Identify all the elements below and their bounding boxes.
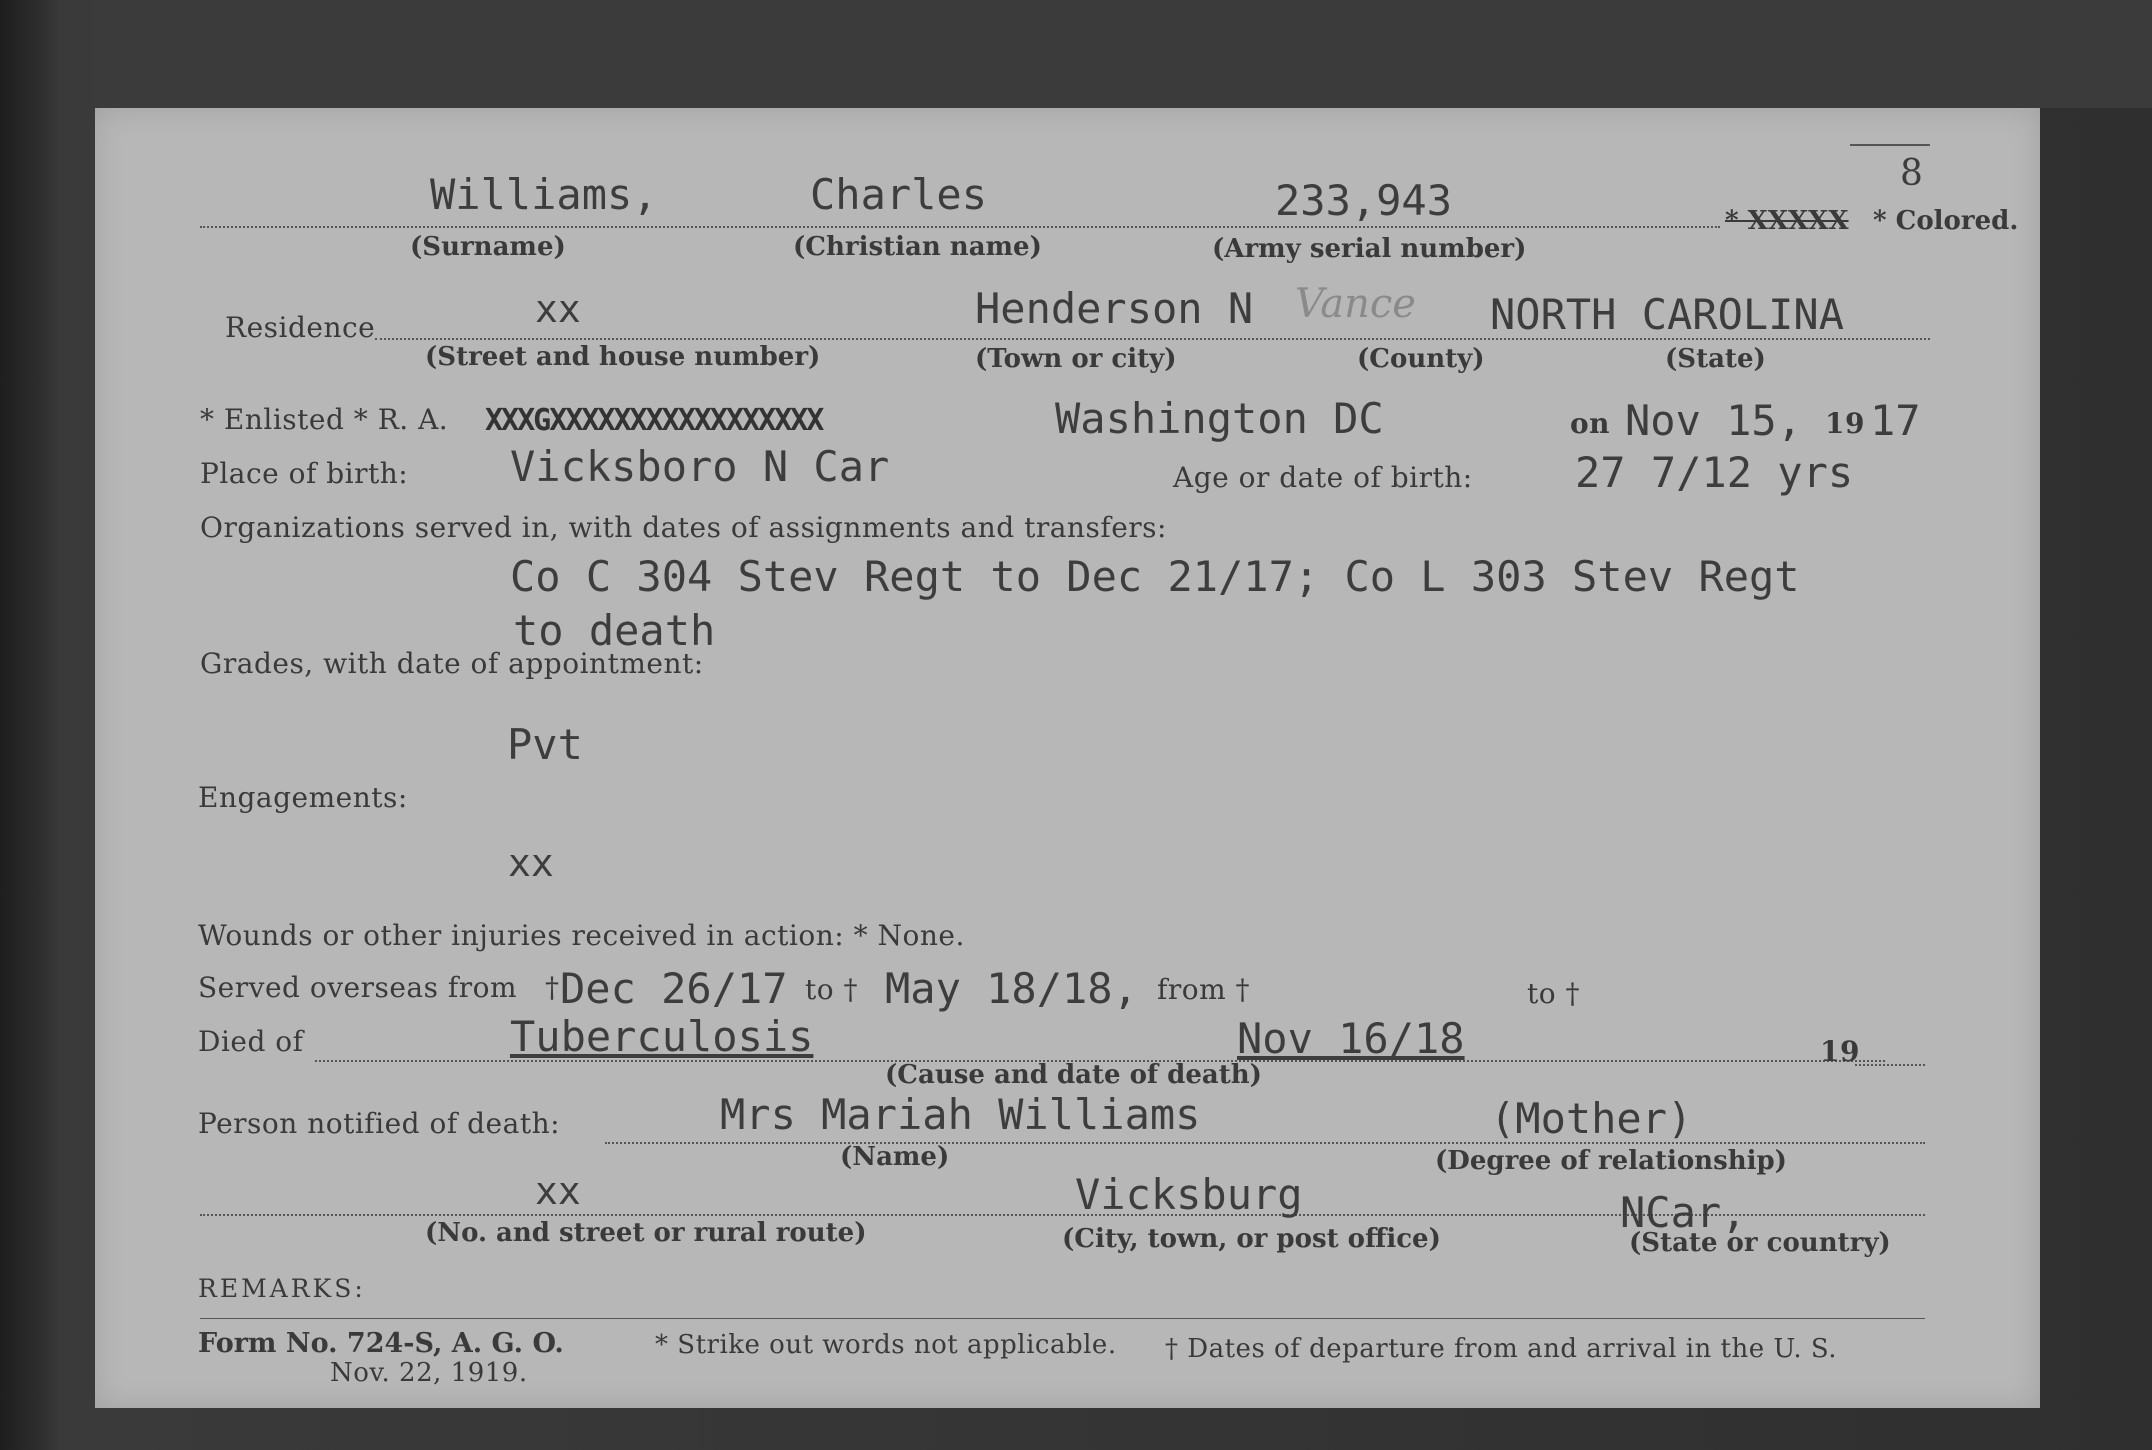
race-struck: * XXXXX: [1725, 206, 1849, 236]
name-line: [200, 226, 1720, 228]
grades-value: Pvt: [507, 720, 583, 769]
residence-state-value: NORTH CAROLINA: [1490, 290, 1845, 339]
enlisted-label: * Enlisted * R. A.: [200, 403, 449, 436]
organizations-label: Organizations served in, with dates of assignments and transfers:: [200, 511, 1167, 544]
address-street-caption: (No. and street or rural route): [425, 1218, 867, 1248]
card-number: 8: [1900, 153, 1923, 194]
christian-name-caption: (Christian name): [793, 232, 1042, 262]
birth-place-value: Vicksboro N Car: [510, 442, 890, 491]
address-city-caption: (City, town, or post office): [1062, 1224, 1441, 1254]
christian-name-value: Charles: [810, 170, 988, 219]
overseas-to-label-2: to †: [1527, 977, 1581, 1010]
scan-top-strip: [95, 0, 2152, 108]
card-number-rule: [1850, 144, 1930, 146]
footer-note-strike: * Strike out words not applicable.: [655, 1330, 1117, 1360]
age-label: Age or date of birth:: [1173, 461, 1473, 494]
overseas-to-label: to †: [805, 973, 859, 1006]
notified-name-caption: (Name): [840, 1142, 950, 1172]
notified-relationship-caption: (Degree of relationship): [1435, 1146, 1787, 1176]
overseas-to-value: May 18/18,: [885, 964, 1138, 1013]
footer-form-date: Nov. 22, 1919.: [330, 1358, 528, 1388]
race-colored: * Colored.: [1873, 206, 2019, 236]
address-state-caption: (State or country): [1629, 1228, 1891, 1258]
town-caption: (Town or city): [975, 344, 1177, 374]
residence-street-value: xx: [535, 287, 581, 331]
footer-note-dates: † Dates of departure from and arrival in the U. S.: [1165, 1334, 1838, 1364]
overseas-label: Served overseas from: [198, 971, 518, 1004]
surname-caption: (Surname): [410, 232, 566, 262]
state-caption: (State): [1665, 344, 1766, 374]
serial-number-value: 233,943: [1275, 176, 1453, 225]
notified-line: [605, 1142, 1925, 1144]
enlisted-struck-text: XXXGXXXXXXXXXXXXXXXXX: [485, 403, 823, 438]
overseas-from-value: Dec 26/17: [560, 964, 788, 1013]
enlisted-date-value: Nov 15,: [1625, 396, 1803, 445]
death-caption: (Cause and date of death): [885, 1060, 1262, 1090]
engagements-value: xx: [508, 841, 554, 885]
grades-label: Grades, with date of appointment:: [200, 647, 704, 680]
notified-label: Person notified of death:: [198, 1107, 561, 1140]
footer-form-number: Form No. 724-S, A. G. O.: [198, 1328, 564, 1359]
serial-caption: (Army serial number): [1212, 234, 1527, 264]
remarks-label: REMARKS:: [198, 1274, 366, 1303]
organizations-line-1: Co C 304 Stev Regt to Dec 21/17; Co L 303 Stev Regt: [510, 552, 1800, 601]
county-caption: (County): [1357, 344, 1485, 374]
residence-town-value: Henderson N: [975, 284, 1254, 333]
notified-state-value: NCar,: [1620, 1188, 1747, 1237]
notified-relationship-value: (Mother): [1490, 1094, 1693, 1143]
notified-street-value: xx: [535, 1169, 581, 1213]
organizations-line-2: to death: [513, 606, 716, 655]
death-date-value: Nov 16/18: [1237, 1014, 1465, 1063]
death-cause-value: Tuberculosis: [510, 1012, 814, 1061]
residence-label: Residence: [225, 311, 376, 344]
enlisted-place-value: Washington DC: [1055, 394, 1384, 443]
age-value: 27 7/12 yrs: [1575, 448, 1854, 497]
notified-name-value: Mrs Mariah Williams: [720, 1090, 1201, 1139]
enlisted-year-prefix: 19: [1825, 407, 1865, 440]
death-year-line: [1855, 1064, 1925, 1066]
service-record-card: [95, 108, 2040, 1408]
overseas-dagger: †: [545, 971, 560, 1004]
residence-county-handwritten: Vance: [1295, 281, 1416, 327]
enlisted-on-label: on: [1570, 407, 1611, 440]
birth-place-label: Place of birth:: [200, 457, 409, 490]
wounds-label: Wounds or other injuries received in action: * None.: [198, 919, 965, 952]
engagements-label: Engagements:: [198, 781, 408, 814]
surname-value: Williams,: [430, 170, 658, 219]
died-of-label: Died of: [198, 1025, 304, 1058]
street-caption: (Street and house number): [425, 342, 821, 372]
overseas-from-label-2: from †: [1157, 973, 1251, 1006]
notified-city-value: Vicksburg: [1075, 1170, 1303, 1219]
footer-rule: [200, 1318, 1925, 1319]
death-year-prefix: 19: [1820, 1035, 1860, 1068]
enlisted-year-value: 17: [1870, 396, 1921, 445]
